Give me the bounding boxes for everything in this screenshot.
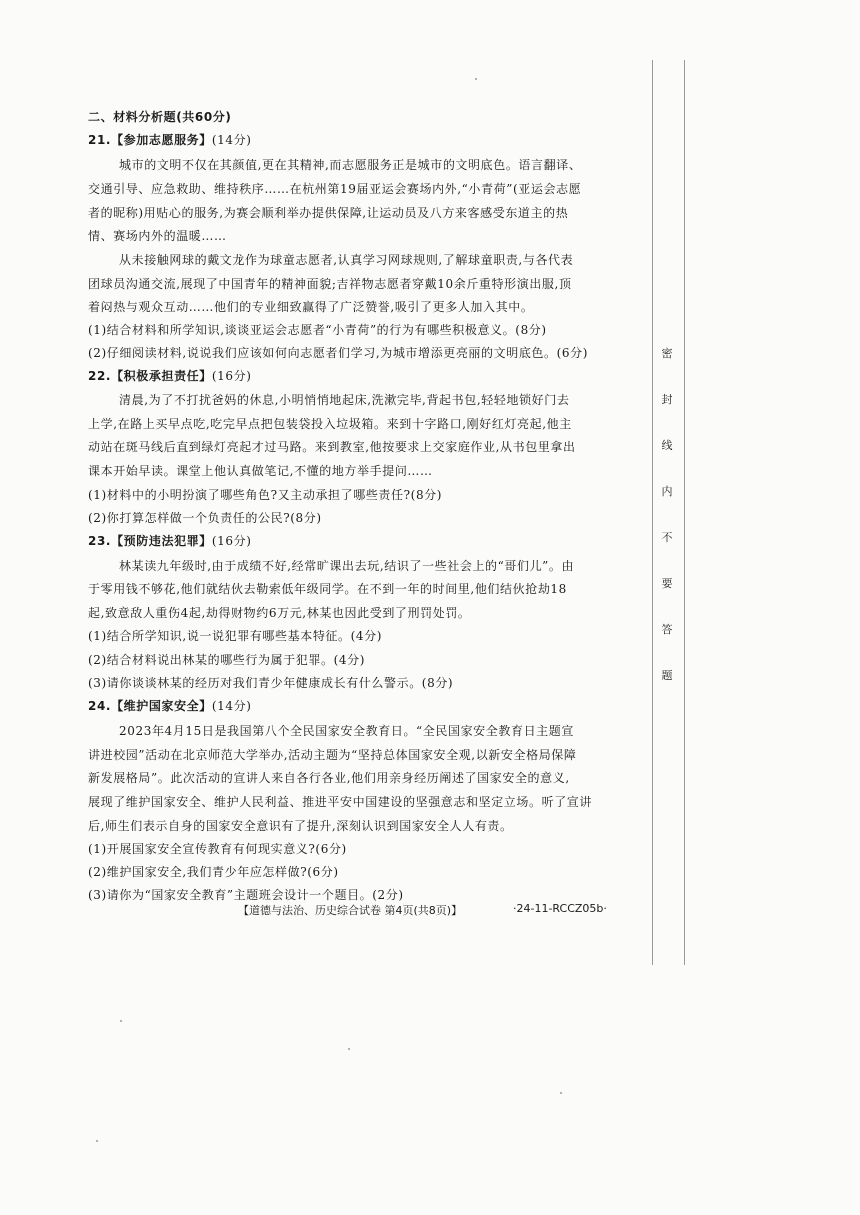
question-22-heading — [88, 368, 252, 384]
question-number: 21. — [88, 133, 112, 147]
footer-code: ·24-11-RCCZ05b· — [513, 902, 607, 915]
sub-question: (3)请你为“国家安全教育”主题班会设计一个题目。(2分) — [88, 888, 404, 902]
seal-char: 内 — [661, 485, 673, 498]
question-21-heading — [88, 132, 252, 148]
section-title: 二、材料分析题(共60分) — [88, 110, 232, 124]
sub-question: (2)你打算怎样做一个负责任的公民?(8分) — [88, 511, 322, 525]
scan-speck — [96, 1140, 98, 1142]
material-line: 动站在斑马线后直到绿灯亮起才过马路。来到教室,他按要求上交家庭作业,从书包里拿出 — [88, 440, 576, 454]
binding-line-inner — [652, 60, 653, 965]
question-score: (16分) — [211, 534, 252, 548]
material-line: 交通引导、应急救助、维持秩序……在杭州第19届亚运会赛场内外,“小青荷”(亚运会志愿 — [88, 182, 582, 196]
question-number: 22. — [88, 369, 112, 383]
seal-char: 答 — [661, 623, 673, 636]
material-line: 着闷热与观众互动……他们的专业细致赢得了广泛赞誉,吸引了更多人加入其中。 — [88, 300, 534, 314]
sub-question: (2)仔细阅读材料,说说我们应该如何向志愿者们学习,为城市增添更亮丽的文明底色。(6分) — [88, 346, 589, 360]
seal-char: 要 — [661, 577, 673, 590]
question-title: 【积极承担责任】 — [111, 369, 212, 383]
scan-speck — [348, 1048, 350, 1050]
material-line: 2023年4月15日是我国第八个全民国家安全教育日。“全民国家安全教育日主题宣 — [119, 724, 574, 738]
question-24-heading — [88, 698, 252, 714]
seal-char: 题 — [661, 669, 673, 682]
sub-question: (2)维护国家安全,我们青少年应怎样做?(6分) — [88, 865, 339, 879]
seal-char: 不 — [661, 531, 673, 544]
material-line: 团球员沟通交流,展现了中国青年的精神面貌;吉祥物志愿者穿戴10余斤重特形演出服,顶 — [88, 277, 572, 291]
scan-speck — [120, 1020, 122, 1022]
scan-speck — [560, 1092, 562, 1094]
scan-speck — [475, 78, 477, 80]
question-23-heading — [88, 533, 252, 549]
sub-question: (1)开展国家安全宣传教育有何现实意义?(6分) — [88, 842, 347, 856]
sub-question: (1)材料中的小明扮演了哪些角色?又主动承担了哪些责任?(8分) — [88, 488, 443, 502]
material-line: 展现了维护国家安全、维护人民利益、推进平安中国建设的坚强意志和坚定立场。听了宣讲 — [88, 795, 593, 809]
question-score: (16分) — [211, 369, 252, 383]
question-title: 【维护国家安全】 — [111, 699, 212, 713]
material-line: 情、赛场内外的温暖…… — [88, 229, 227, 243]
material-line: 于零用钱不够花,他们就结伙去勒索低年级同学。在不到一年的时间里,他们结伙抢劫18 — [88, 582, 567, 596]
material-line: 清晨,为了不打扰爸妈的休息,小明悄悄地起床,洗漱完毕,背起书包,轻轻地锁好门去 — [119, 393, 570, 407]
material-line: 林某读九年级时,由于成绩不好,经常旷课出去玩,结识了一些社会上的“哥们儿”。由 — [119, 559, 575, 573]
material-line: 起,致意敌人重伤4起,劫得财物约6万元,林某也因此受到了刑罚处罚。 — [88, 606, 471, 620]
question-score: (14分) — [211, 133, 252, 147]
material-line: 从未接触网球的戴文龙作为球童志愿者,认真学习网球规则,了解球童职责,与各代表 — [119, 253, 574, 267]
question-number: 24. — [88, 699, 112, 713]
question-title: 【参加志愿服务】 — [111, 133, 212, 147]
footer-exam-label: 【道德与法治、历史综合试卷 第4页(共8页)】 — [238, 904, 463, 917]
seal-char: 密 — [661, 347, 673, 360]
question-title: 【预防违法犯罪】 — [111, 534, 212, 548]
sub-question: (1)结合所学知识,说一说犯罪有哪些基本特征。(4分) — [88, 629, 383, 643]
sub-question: (3)请你谈谈林某的经历对我们青少年健康成长有什么警示。(8分) — [88, 676, 454, 690]
question-score: (14分) — [211, 699, 252, 713]
material-line: 后,师生们表示自身的国家安全意识有了提升,深刻认识到国家安全人人有责。 — [88, 819, 513, 833]
material-line: 者的昵称)用贴心的服务,为赛会顺利举办提供保障,让运动员及八方来客感受东道主的热 — [88, 206, 569, 220]
material-line: 上学,在路上买早点吃,吃完早点把包装袋投入垃圾箱。来到十字路口,刚好红灯亮起,他主 — [88, 417, 572, 431]
seal-line-notice — [654, 345, 680, 713]
seal-char: 线 — [661, 439, 673, 452]
seal-char: 封 — [661, 393, 673, 406]
question-number: 23. — [88, 534, 112, 548]
sub-question: (2)结合材料说出林某的哪些行为属于犯罪。(4分) — [88, 653, 365, 667]
material-line: 新发展格局”。此次活动的宣讲人来自各行各业,他们用亲身经历阐述了国家安全的意义, — [88, 771, 570, 785]
material-line: 课本开始早读。课堂上他认真做笔记,不懂的地方举手提问…… — [88, 464, 433, 478]
binding-line-outer — [684, 60, 685, 965]
material-line: 城市的文明不仅在其颜值,更在其精神,而志愿服务正是城市的文明底色。语言翻译、 — [119, 158, 582, 172]
sub-question: (1)结合材料和所学知识,谈谈亚运会志愿者“小青荷”的行为有哪些积极意义。(8分) — [88, 323, 547, 337]
material-line: 讲进校园”活动在北京师范大学举办,活动主题为“坚持总体国家安全观,以新安全格局保障 — [88, 748, 577, 762]
